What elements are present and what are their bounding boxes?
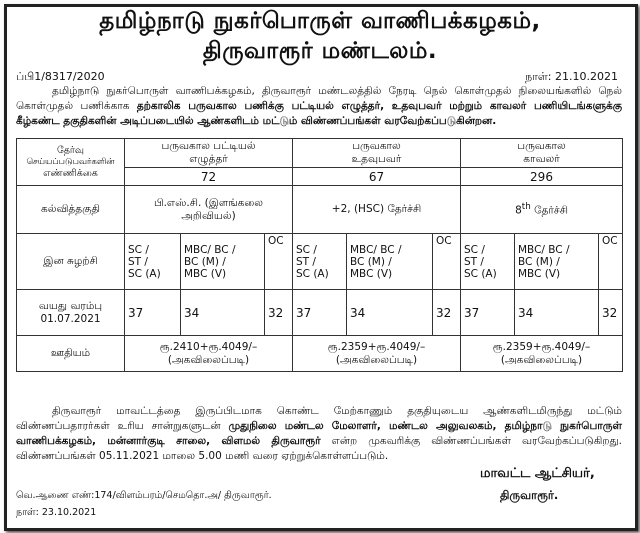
publicity-reference: வெ.ஆணை எண்:174/விளம்பரம்/செமதொ.அ/ திருவாரூர். xyxy=(16,490,272,501)
closing-address: முதுநிலை மண்டல மேலாளர், மண்டல அலுவலகம், தமிழ்நாடு நுகர்பொருள் வாணிபக்கழகம், மன்னார்குடி சாலை, விளமல் திருவாரூர் xyxy=(16,420,622,447)
category-cell: SC / ST / SC (A) xyxy=(125,234,181,290)
age-value: 37 xyxy=(125,290,181,336)
age-label: வயது வரம்பு 01.07.2021 xyxy=(17,290,125,336)
category-cell: OC xyxy=(599,234,623,290)
reservation-label: இன சுழற்சி xyxy=(17,234,125,290)
category-cell: MBC/ BC / BC (M) / MBC (V) xyxy=(347,234,433,290)
post-header: பருவகால உதவுபவர் xyxy=(293,139,461,168)
age-value: 32 xyxy=(433,290,461,336)
page-title: தமிழ்நாடு நுகர்பொருள் வாணிபக்கழகம், xyxy=(99,8,541,34)
salary-value: ரூ.2359+ரூ.4049/– (அகவிலைப்படி) xyxy=(293,336,461,372)
qualification-value: 8th தேர்ச்சி xyxy=(461,186,623,234)
intro-text-part2: தற்காலிக பருவகால பணிக்கு பட்டியல் எழுத்தர், உதவுபவர் மற்றும் காவலர் பணியிடங்களுக்கு கீழ்கண்ட தகுதிகளின் அடிப்படையில் ஆண்களிடம் மட்டும் விண்ணப்பங்கள் வரவேற்கப்படுகின்றன. xyxy=(16,100,622,127)
category-cell: SC / ST / SC (A) xyxy=(461,234,515,290)
publicity-date: நாள்: 23.10.2021 xyxy=(16,507,97,518)
intro-paragraph xyxy=(16,84,622,129)
selection-count-label: தேர்வு செய்யப்படுபவர்களின் எண்ணிக்கை xyxy=(17,139,125,186)
age-row xyxy=(17,290,623,336)
closing-paragraph xyxy=(16,404,622,464)
salary-value: ரூ.2410+ரூ.4049/– (அகவிலைப்படி) xyxy=(125,336,293,372)
age-value: 37 xyxy=(461,290,515,336)
age-value: 32 xyxy=(599,290,623,336)
category-cell: SC / ST / SC (A) xyxy=(293,234,347,290)
age-value: 34 xyxy=(181,290,265,336)
signatory-place: திருவாரூர். xyxy=(500,488,559,502)
post-count: 67 xyxy=(293,168,461,186)
recruitment-table xyxy=(16,138,623,372)
salary-label: ஊதியம் xyxy=(17,336,125,372)
age-value: 34 xyxy=(515,290,599,336)
qualification-row xyxy=(17,186,623,234)
table-header-row xyxy=(17,139,623,168)
category-cell: MBC/ BC / BC (M) / MBC (V) xyxy=(515,234,599,290)
page-subtitle: திருவாரூர் மண்டலம். xyxy=(202,38,438,64)
closing-text-part1: திருவாரூர் மாவட்டத்தை இருப்பிடமாக கொண்ட மேற்காணும் தகுதியுடைய ஆண்களிடமிருந்து மட்டும் விண்ணப்பதாரர்கள் உரிய சான்றுகளுடன் xyxy=(16,405,622,432)
category-cell: OC xyxy=(433,234,461,290)
signatory-title: மாவட்ட ஆட்சியர், xyxy=(480,466,595,481)
category-cell: MBC/ BC / BC (M) / MBC (V) xyxy=(181,234,265,290)
salary-value: ரூ.2359+ரூ.4049/– (அகவிலைப்படி) xyxy=(461,336,623,372)
closing-text-part3: என்ற முகவரிக்கு விண்ணப்பங்கள் வரவேற்கப்படுகிறது. விண்ணப்பங்கள் 05.11.2021 மாலை 5.00 மணி வரை ஏற்றுக்கொள்ளப்படும். xyxy=(16,435,622,462)
age-value: 37 xyxy=(293,290,347,336)
age-value: 32 xyxy=(265,290,293,336)
post-count: 296 xyxy=(461,168,623,186)
reservation-row xyxy=(17,234,623,290)
post-header: பருவகால காவலர் xyxy=(461,139,623,168)
age-value: 34 xyxy=(347,290,433,336)
salary-row xyxy=(17,336,623,372)
reference-number: ப்பி1/8317/2020 xyxy=(16,70,105,83)
intro-text-part1: தமிழ்நாடு நுகர்பொருள் வாணிபக்கழகம், திருவாரூர் மண்டலத்தில் நேரடி நெல் கொள்முதல் நிலையங்களில் நெல் கொள்முதல் பணிக்காக xyxy=(16,85,622,112)
post-count: 72 xyxy=(125,168,293,186)
qualification-value: +2, (HSC) தேர்ச்சி xyxy=(293,186,461,234)
category-cell: OC xyxy=(265,234,293,290)
qualification-label: கல்வித்தகுதி xyxy=(17,186,125,234)
qualification-value: பி.எஸ்.சி. (இளங்கலை அறிவியல்) xyxy=(125,186,293,234)
notice-date: நாள்: 21.10.2021 xyxy=(525,70,618,83)
post-header: பருவகால பட்டியல் எழுத்தர் xyxy=(125,139,293,168)
